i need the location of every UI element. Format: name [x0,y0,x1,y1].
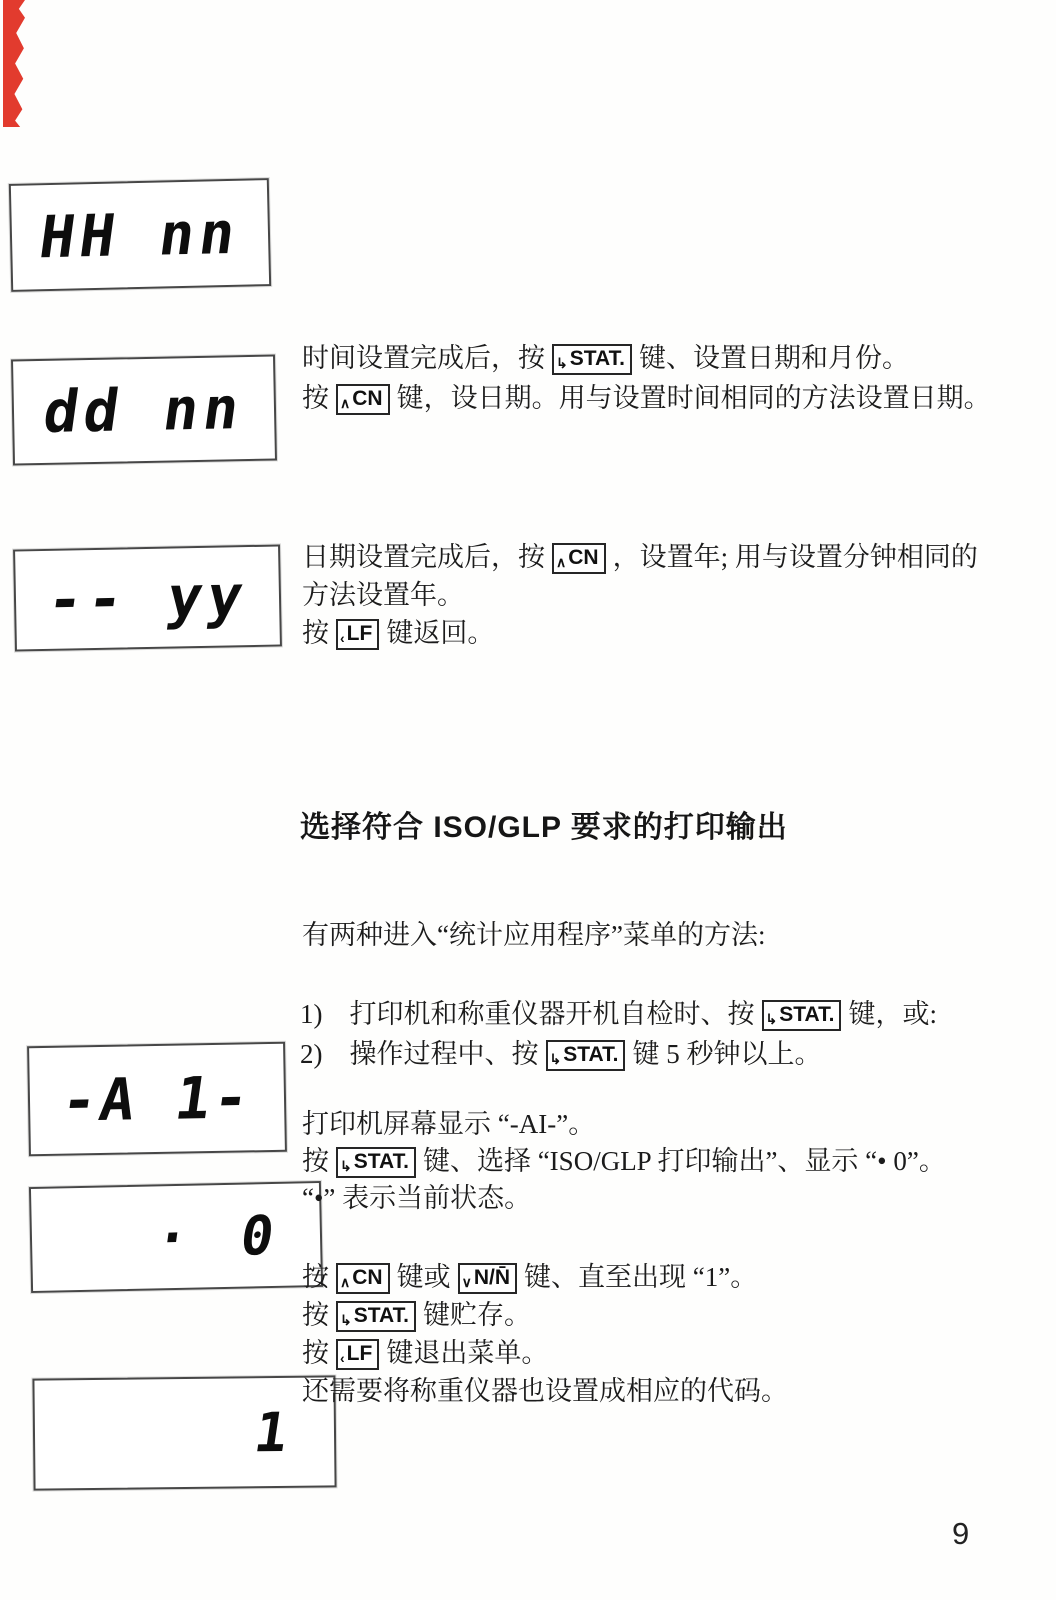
text-run: 按 [302,1146,329,1176]
key-icon-lf [336,619,379,650]
key-icon-stat [336,1301,416,1332]
red-scan-mark [3,0,25,127]
text-run: 按 [302,1338,329,1368]
text-run: 按 [302,383,329,413]
paragraph-set-year [302,538,978,652]
key-label: LF [346,1342,373,1365]
text-line [302,1372,788,1410]
key-label: STAT. [563,1043,619,1066]
paragraph-store-exit [302,1258,788,1410]
text-run: 时间设置完成后，按 [302,343,545,373]
text-line [300,994,937,1034]
key-icon-stat [762,1000,842,1031]
paragraph-set-date [302,338,991,418]
text-line [302,1180,946,1217]
text-run: 还需要将称重仪器也设置成相应的代码。 [302,1376,788,1406]
key-label: STAT. [569,347,625,370]
key-label: CN [352,387,383,410]
text-line [302,614,978,652]
key-arrow-icon: ↳ [556,355,568,371]
key-label: CN [352,1266,383,1289]
key-arrow-icon: ‹ [340,1350,345,1366]
text-run: 键、选择 “ISO/GLP 打印输出”、显示 “• 0”。 [422,1146,946,1176]
key-arrow-icon: ‹ [340,630,345,646]
key-icon-cn [336,384,390,415]
key-icon-cn [552,543,606,574]
text-run: 键 5 秒钟以上。 [632,1039,822,1069]
key-arrow-icon: ∨ [461,1274,472,1290]
page-number: 9 [952,1516,970,1551]
paragraph-menu-intro [302,916,765,954]
display-dot-0 [29,1181,323,1293]
text-line [302,1258,788,1296]
text-run: 键退出菜单。 [386,1338,549,1368]
text-run: 键贮存。 [422,1300,531,1330]
text-line [302,1106,946,1143]
key-label: STAT. [353,1150,409,1173]
text-line [302,1296,788,1334]
lcd-text: · 0 [152,1203,289,1270]
key-label: STAT. [779,1003,835,1026]
text-run: 键，或: [848,999,937,1029]
lcd-text: -A 1- [57,1063,257,1135]
text-run: 2) 操作过程中、按 [300,1039,539,1069]
key-arrow-icon: ↳ [340,1312,352,1328]
text-line [302,338,991,378]
section-heading: 选择符合 ISO/GLP 要求的打印输出 [300,811,788,844]
lcd-text: dd nn [39,373,249,447]
display-a1 [27,1042,287,1156]
key-icon-nn [458,1263,517,1294]
numbered-list [300,994,937,1074]
key-icon-stat [546,1040,626,1071]
text-run: 日期设置完成后，按 [302,542,545,572]
text-run: 打印机屏幕显示 “-AI-”。 [302,1109,596,1139]
text-run: 键返回。 [386,618,495,648]
display-1 [32,1375,336,1490]
text-line [300,1034,937,1074]
text-run: 方法设置年。 [302,580,464,610]
text-run: 键或 [396,1262,451,1292]
text-run: 按 [302,618,329,648]
text-run: 1) 打印机和称重仪器开机自检时、按 [300,999,755,1029]
text-run: 有两种进入“统计应用程序”菜单的方法: [302,920,766,950]
text-line [302,576,978,614]
text-run: 按 [302,1262,329,1292]
text-run: 键，设日期。用与设置时间相同的方法设置日期。 [396,383,991,413]
display-hh-nn [9,178,271,292]
key-label: LF [346,622,373,645]
text-run: ，设置年; 用与设置分钟相同的 [612,542,978,572]
display-dd-nn [11,354,277,465]
lcd-text: HH nn [35,198,245,272]
key-icon-stat [336,1147,416,1178]
text-line [302,1334,788,1372]
key-label: STAT. [353,1304,409,1327]
lcd-text: -- yy [42,561,253,635]
key-arrow-icon: ∧ [340,1274,351,1290]
key-arrow-icon: ∧ [340,395,351,411]
text-run: 按 [302,1300,329,1330]
key-label: N/N̄ [473,1266,511,1289]
key-icon-cn [336,1263,390,1294]
text-line [302,378,991,418]
text-line [302,1143,946,1180]
text-run: “•” 表示当前状态。 [302,1183,532,1213]
key-arrow-icon: ↳ [340,1158,352,1174]
display-dashes-yy [13,544,282,651]
key-icon-stat [552,344,632,375]
key-icon-lf [336,1339,379,1370]
text-run: 键、直至出现 “1”。 [524,1262,758,1292]
key-arrow-icon: ↳ [549,1051,562,1067]
text-run: 键、设置日期和月份。 [638,343,909,373]
text-line [302,916,765,954]
key-arrow-icon: ↳ [765,1011,778,1027]
text-line [302,538,978,576]
paragraph-iso-glp [302,1106,946,1217]
lcd-text: 1 [250,1400,293,1464]
key-arrow-icon: ∧ [556,554,567,570]
key-label: CN [568,546,599,569]
